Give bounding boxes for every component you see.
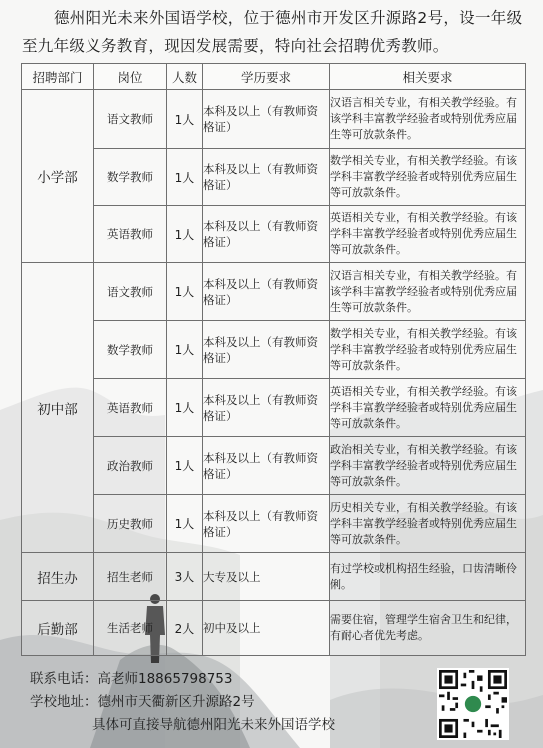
address-label: 学校地址： [30,694,98,710]
phone-line [30,668,335,691]
header-dept: 招聘部门 [22,64,94,90]
requirements-cell: 政治相关专业，有相关教学经验。有该学科丰富教学经验者或特别优秀应届生等可放款条件。 [330,437,526,495]
education-cell: 本科及以上（有教师资格证） [203,437,330,495]
table-row [22,263,526,321]
header-requirements: 相关要求 [330,64,526,90]
position-cell: 历史教师 [94,495,167,553]
table-row [22,379,526,437]
table-row [22,206,526,263]
education-cell: 大专及以上 [203,553,330,601]
table-row [22,90,526,149]
position-cell: 英语教师 [94,206,167,263]
header-position: 岗位 [94,64,167,90]
education-cell: 本科及以上（有教师资格证） [203,90,330,149]
education-cell: 本科及以上（有教师资格证） [203,379,330,437]
requirements-cell: 数学相关专业，有相关教学经验。有该学科丰富教学经验者或特别优秀应届生等可放款条件。 [330,321,526,379]
dept-cell: 后勤部 [22,601,94,656]
requirements-cell: 英语相关专业，有相关教学经验。有该学科丰富教学经验者或特别优秀应届生等可放款条件。 [330,206,526,263]
header-count: 人数 [167,64,203,90]
education-cell: 本科及以上（有教师资格证） [203,495,330,553]
count-cell: 1人 [167,263,203,321]
phone-label: 联系电话： [30,671,98,687]
education-cell: 初中及以上 [203,601,330,656]
position-cell: 数学教师 [94,149,167,206]
position-cell: 招生老师 [94,553,167,601]
requirements-cell: 汉语言相关专业，有相关教学经验。有该学科丰富教学经验者或特别优秀应届生等可放款条件。 [330,90,526,149]
position-cell: 生活老师 [94,601,167,656]
count-cell: 1人 [167,379,203,437]
table-header-row [22,64,526,90]
position-cell: 英语教师 [94,379,167,437]
dept-cell: 初中部 [22,263,94,553]
count-cell: 2人 [167,601,203,656]
requirements-cell: 需要住宿，管理学生宿舍卫生和纪律，有耐心者优先考虑。 [330,601,526,656]
intro-text: 德州阳光未来外国语学校，位于德州市开发区升源路2号，设一年级至九年级义务教育，现因发展需要，特向社会招聘优秀教师。 [22,9,523,55]
count-cell: 1人 [167,90,203,149]
education-cell: 本科及以上（有教师资格证） [203,321,330,379]
table-row [22,553,526,601]
navigation-note: 具体可直接导航德州阳光未来外国语学校 [92,717,335,733]
table-row [22,601,526,656]
phone-value: 高老师18865798753 [97,671,233,687]
header-education: 学历要求 [203,64,330,90]
dept-cell: 招生办 [22,553,94,601]
position-cell: 数学教师 [94,321,167,379]
education-cell: 本科及以上（有教师资格证） [203,206,330,263]
requirements-cell: 历史相关专业，有相关教学经验。有该学科丰富教学经验者或特别优秀应届生等可放款条件。 [330,495,526,553]
count-cell: 1人 [167,495,203,553]
qr-code-icon [437,668,509,740]
count-cell: 1人 [167,206,203,263]
table-row [22,437,526,495]
position-cell: 语文教师 [94,90,167,149]
address-value: 德州市天衢新区升源路2号 [97,694,255,710]
requirements-cell: 有过学校或机构招生经验，口齿清晰伶俐。 [330,553,526,601]
education-cell: 本科及以上（有教师资格证） [203,263,330,321]
requirements-cell: 数学相关专业，有相关教学经验。有该学科丰富教学经验者或特别优秀应届生等可放款条件。 [330,149,526,206]
education-cell: 本科及以上（有教师资格证） [203,149,330,206]
table-row [22,495,526,553]
address-line [30,691,335,714]
table-row [22,321,526,379]
position-cell: 政治教师 [94,437,167,495]
table-row [22,149,526,206]
dept-cell: 小学部 [22,90,94,263]
count-cell: 1人 [167,149,203,206]
contact-footer [30,668,335,737]
requirements-cell: 英语相关专业，有相关教学经验。有该学科丰富教学经验者或特别优秀应届生等可放款条件。 [330,379,526,437]
recruitment-table [21,63,526,656]
position-cell: 语文教师 [94,263,167,321]
count-cell: 3人 [167,553,203,601]
intro-paragraph [22,4,527,60]
count-cell: 1人 [167,321,203,379]
requirements-cell: 汉语言相关专业，有相关教学经验。有该学科丰富教学经验者或特别优秀应届生等可放款条件。 [330,263,526,321]
count-cell: 1人 [167,437,203,495]
